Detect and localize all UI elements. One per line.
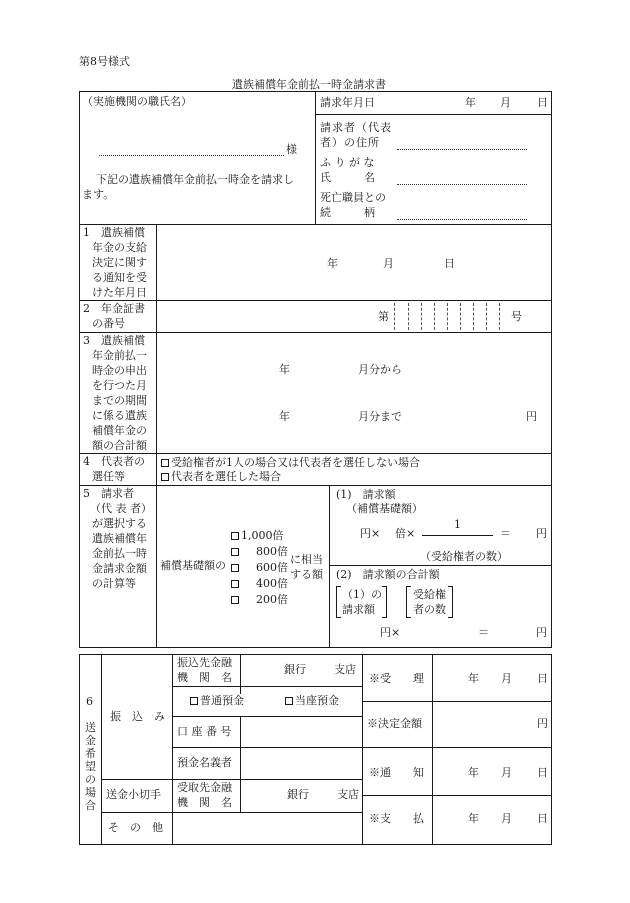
toza-text: 当座預金 xyxy=(295,694,339,707)
row2-go: 号 xyxy=(511,310,522,323)
name-label: 氏 名 xyxy=(320,171,375,184)
branch-label-2: 支店 xyxy=(337,788,359,801)
section-6-vert-7: 合 xyxy=(85,799,96,812)
row1-label-3: 決定に関す xyxy=(92,256,147,269)
sonota-label: そ の 他 xyxy=(108,821,163,834)
row2-label-2: の番号 xyxy=(92,317,125,330)
row3-label-2: 年金前払一 xyxy=(92,349,147,362)
calc-2-title: (2) 請求額の合計額 xyxy=(336,568,440,581)
calc-2-box1-line1: （1）の xyxy=(342,588,382,601)
section-6-vert-3: 希 xyxy=(85,747,96,760)
address-label-2: 者）の住所 xyxy=(320,136,380,149)
checkbox-icon[interactable] xyxy=(231,580,239,588)
furikomi-label: 振 込 み xyxy=(110,710,165,723)
row4-option-1-text: 受給権者が1人の場合又は代表者を選任しない場合 xyxy=(171,456,420,469)
row3-label-1: 3 遺族補償 xyxy=(83,334,145,347)
row1-month: 月 xyxy=(383,257,394,270)
tsuchi-day: 日 xyxy=(537,766,548,779)
remittance-table xyxy=(79,654,552,845)
row1-day: 日 xyxy=(444,257,455,270)
multiplier-600[interactable] xyxy=(231,562,288,575)
request-date-label: 請求年月日 xyxy=(320,96,375,109)
agency-label: （実施機関の職氏名） xyxy=(82,95,192,108)
calc-2-eq: ＝ xyxy=(478,626,489,639)
row1-label-1: 1 遺族補償 xyxy=(83,226,145,239)
futsu-option[interactable] xyxy=(190,695,244,708)
relation-label-2: 続 柄 xyxy=(320,206,375,219)
juri-year: 年 xyxy=(468,672,479,685)
row4-label-2: 選任等 xyxy=(92,470,125,483)
multiplier-text: 800倍 xyxy=(256,545,288,558)
multiplier-text: 400倍 xyxy=(256,577,288,590)
row4-option-2[interactable] xyxy=(161,471,281,484)
row3-label-7: 補償年金の xyxy=(92,424,147,437)
calc-1-sub: （補償基礎額） xyxy=(346,502,423,515)
row3-yen: 円 xyxy=(526,410,537,423)
section-6-vert-2: 金 xyxy=(85,734,96,747)
calc-1-bai-x: 倍× xyxy=(395,527,416,540)
calc-1-denom: （受給権者の数） xyxy=(420,550,508,563)
sama-label: 様 xyxy=(286,143,297,156)
checkbox-icon[interactable] xyxy=(161,473,169,481)
month-label: 月 xyxy=(500,96,511,109)
uketori-label-2: 機 関 名 xyxy=(177,796,232,809)
address-label: 請求者（代表 xyxy=(320,121,392,134)
row4-option-1[interactable] xyxy=(161,457,420,470)
checkbox-icon[interactable] xyxy=(231,548,239,556)
calc-2-box2-line2: 者の数 xyxy=(413,603,446,616)
koza-label: 口 座 番 号 xyxy=(177,725,232,738)
checkbox-icon[interactable] xyxy=(161,459,169,467)
kikan-label-2: 機 関 名 xyxy=(177,671,232,684)
juri-month: 月 xyxy=(501,672,512,685)
form-title: 遺族補償年金前払一時金請求書 xyxy=(232,78,386,91)
request-text: 下記の遺族補償年金前払一時金を請求し xyxy=(96,173,294,186)
request-text-2: ます。 xyxy=(82,188,115,201)
kikan-label-1: 振込先金融 xyxy=(177,656,232,669)
row1-label-4: る通知を受 xyxy=(92,271,147,284)
row3-label-5: までの期間 xyxy=(92,394,147,407)
calc-1-yen: 円 xyxy=(536,527,547,540)
bank-label: 銀行 xyxy=(284,663,306,676)
checkbox-icon[interactable] xyxy=(231,564,239,572)
base-amount-label: 補償基礎額の xyxy=(160,559,226,572)
shiharai-day: 日 xyxy=(537,812,548,825)
calc-2-box1-line2: 請求額 xyxy=(342,603,375,616)
multiplier-400[interactable] xyxy=(231,578,288,591)
year-label: 年 xyxy=(465,96,476,109)
row5-label-5: 金前払一時 xyxy=(92,547,147,560)
calc-1-eq: ＝ xyxy=(500,527,511,540)
section-6-vert-6: 場 xyxy=(85,786,96,799)
section-6-vert-4: 望 xyxy=(85,760,96,773)
meigi-label: 預金名義者 xyxy=(177,756,232,769)
checkbox-icon[interactable] xyxy=(231,532,239,540)
section-6-vert-1: 送 xyxy=(85,721,96,734)
row4-option-2-text: 代表者を選任した場合 xyxy=(171,470,281,483)
calc-2-yen: 円 xyxy=(536,626,547,639)
calc-1-yen-x: 円× xyxy=(360,527,381,540)
branch-label: 支店 xyxy=(334,663,356,676)
row1-year: 年 xyxy=(327,257,338,270)
checkbox-icon[interactable] xyxy=(231,596,239,604)
multiplier-text: 1,000倍 xyxy=(241,529,284,542)
row3-to: 月分まで xyxy=(358,410,402,423)
row3-label-3: 時金の申出 xyxy=(92,364,147,377)
row5-label-1: 5 請求者 xyxy=(83,487,134,500)
row3-from: 月分から xyxy=(358,363,402,376)
form-number: 第8号様式 xyxy=(79,55,130,68)
row2-dai: 第 xyxy=(378,310,389,323)
tsuchi-month: 月 xyxy=(501,766,512,779)
row3-label-4: を行つた月 xyxy=(92,379,147,392)
multiplier-text: 200倍 xyxy=(256,593,288,606)
section-6-vert-5: の xyxy=(85,773,96,786)
shiharai-label: ※支 払 xyxy=(369,812,424,825)
kogitte-label: 送金小切手 xyxy=(106,788,161,801)
multiplier-200[interactable] xyxy=(231,594,288,607)
row5-label-7: の計算等 xyxy=(92,577,136,590)
shiharai-year: 年 xyxy=(468,812,479,825)
bank-label-2: 銀行 xyxy=(287,788,309,801)
row2-label-1: 2 年金証書 xyxy=(83,302,145,315)
row3-label-6: に係る遺族 xyxy=(92,409,147,422)
row5-label-4: 遺族補償年 xyxy=(92,532,147,545)
shiharai-month: 月 xyxy=(501,812,512,825)
multiplier-text: 600倍 xyxy=(256,561,288,574)
tsuchi-label: ※通 知 xyxy=(369,766,424,779)
multiplier-800[interactable] xyxy=(231,546,288,559)
row1-label-5: けた年月日 xyxy=(92,286,147,299)
day-label: 日 xyxy=(537,96,548,109)
kettei-yen: 円 xyxy=(537,717,548,730)
row4-label-1: 4 代表者の xyxy=(83,455,145,468)
checkbox-icon[interactable] xyxy=(285,697,293,705)
calc-1-title: (1) 請求額 xyxy=(336,488,396,501)
tsuchi-year: 年 xyxy=(468,766,479,779)
calc-1-one: 1 xyxy=(454,518,461,531)
row3-year-a: 年 xyxy=(279,363,290,376)
row3-label-8: 額の合計額 xyxy=(92,439,147,452)
juri-label: ※受 理 xyxy=(369,672,424,685)
relation-label: 死亡職員との xyxy=(320,191,386,204)
multiplier-1000[interactable] xyxy=(231,530,284,543)
juri-day: 日 xyxy=(537,672,548,685)
furigana-label: ふ り が な xyxy=(320,156,375,169)
equivalent-label-2: する額 xyxy=(290,568,323,581)
row3-year-b: 年 xyxy=(279,410,290,423)
kettei-label: ※決定金額 xyxy=(367,717,422,730)
row5-label-6: 金請求金額 xyxy=(92,562,147,575)
calc-2-yen-x: 円× xyxy=(380,626,401,639)
row1-label-2: 年金の支給 xyxy=(92,241,147,254)
toza-option[interactable] xyxy=(285,695,339,708)
futsu-text: 普通預金 xyxy=(200,694,244,707)
uketori-label-1: 受取先金融 xyxy=(177,781,232,794)
calc-2-box2-line1: 受給権 xyxy=(413,588,446,601)
equivalent-label-1: に相当 xyxy=(290,553,323,566)
checkbox-icon[interactable] xyxy=(190,697,198,705)
row5-label-3: が選択する xyxy=(92,517,147,530)
section-6-number: 6 xyxy=(86,695,93,708)
row5-label-2: （代 表 者） xyxy=(90,502,152,515)
